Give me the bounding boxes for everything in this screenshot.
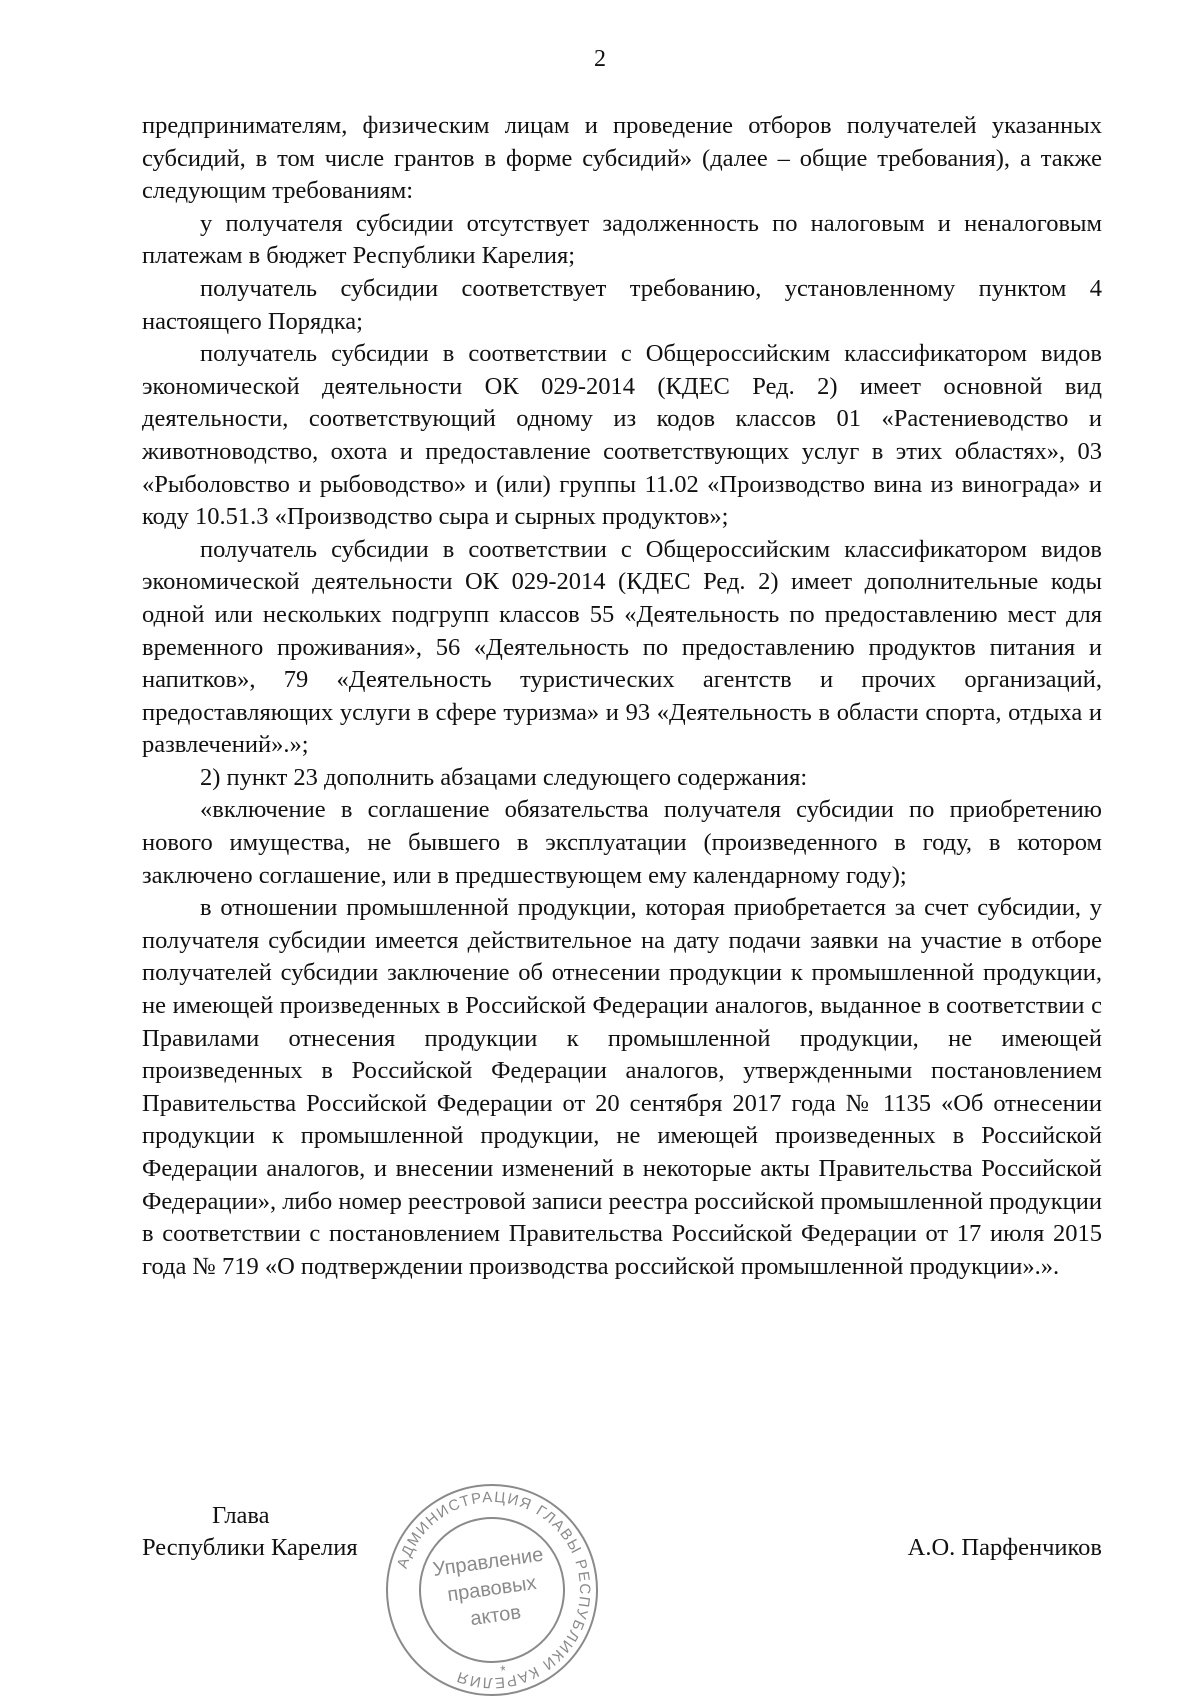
paragraph: предпринимателям, физическим лицам и проведение отборов получателей указанных субсидий, в том числе грантов в форме субсидий» (далее – общие требования), а также следующим требованиям:	[142, 112, 1102, 205]
paragraph: получатель субсидии в соответствии с Общероссийским классификатором видов экономической деятельности ОК 029-2014 (КДЕС Ред. 2) имеет дополнительные коды одной или нескольких подгрупп классов 55 «Деятельность по предоставлению мест для временного проживания», 56 «Деятельность по предоставлению продуктов питания и напитков», 79 «Деятельность туристических агентств и прочих организаций, предоставляющих услуги в сфере туризма» и 93 «Деятельность в области спорта, отдыха и развлечений».»;	[142, 535, 1102, 759]
page-number: 2	[594, 46, 606, 72]
paragraph: получатель субсидии в соответствии с Общероссийским классификатором видов экономической деятельности ОК 029-2014 (КДЕС Ред. 2) имеет основной вид деятельности, соответствующий одному из кодов классов 01 «Растениеводство и животноводство, охота и предоставление соответствующих услуг в этих областях», 03 «Рыболовство и рыбоводство» и (или) группы 11.02 «Производство вина из винограда» и коду 10.51.3 «Производство сыра и сырных продуктов»;	[142, 340, 1102, 531]
signatory-name: А.О. Парфенчиков	[907, 1534, 1102, 1561]
stamp-line2: правовых	[445, 1571, 538, 1607]
paragraph: 2) пункт 23 дополнить абзацами следующего содержания:	[200, 763, 808, 791]
signatory-title-line1: Глава	[212, 1502, 270, 1529]
paragraph: «включение в соглашение обязательства получателя субсидии по приобретению нового имущества, не бывшего в эксплуатации (произведенного в году, в котором заключено соглашение, или в предшествующем ему календарному году);	[142, 796, 1102, 889]
paragraph: в отношении промышленной продукции, которая приобретается за счет субсидии, у получателя субсидии имеется действительное на дату подачи заявки на участие в отборе получателей субсидии заключение об отнесении продукции к промышленной продукции, не имеющей произведенных в Российской Федерации аналогов, выданное в соответствии с Правилами отнесения продукции к промышленной продукции, не имеющей произведенных в Российской Федерации аналогов, утвержденными постановлением Правительства Российской Федерации от 20 сентября 2017 года № 1135 «Об отнесении продукции к промышленной продукции, не имеющей произведенных в Российской Федерации аналогов, и внесении изменений в некоторые акты Правительства Российской Федерации», либо номер реестровой записи реестра российской промышленной продукции в соответствии с постановлением Правительства Российской Федерации от 17 июля 2015 года № 719 «О подтверждении производства российской промышленной продукции».».	[142, 894, 1102, 1280]
stamp-star: *	[499, 1661, 508, 1679]
document-body	[142, 110, 1102, 1283]
paragraph: получатель субсидии соответствует требованию, установленному пунктом 4 настоящего Порядка;	[142, 274, 1102, 335]
paragraph: у получателя субсидии отсутствует задолженность по налоговым и неналоговым платежам в бюджет Республики Карелия;	[142, 209, 1102, 270]
stamp-line3: актов	[468, 1601, 523, 1631]
stamp-line1: Управление	[431, 1543, 545, 1581]
signatory-title-line2: Республики Карелия	[142, 1534, 358, 1561]
official-stamp	[382, 1480, 602, 1700]
stamp-outer-text: АДМИНИСТРАЦИЯ ГЛАВЫ РЕСПУБЛИКИ КАРЕЛИЯ	[393, 1488, 594, 1692]
